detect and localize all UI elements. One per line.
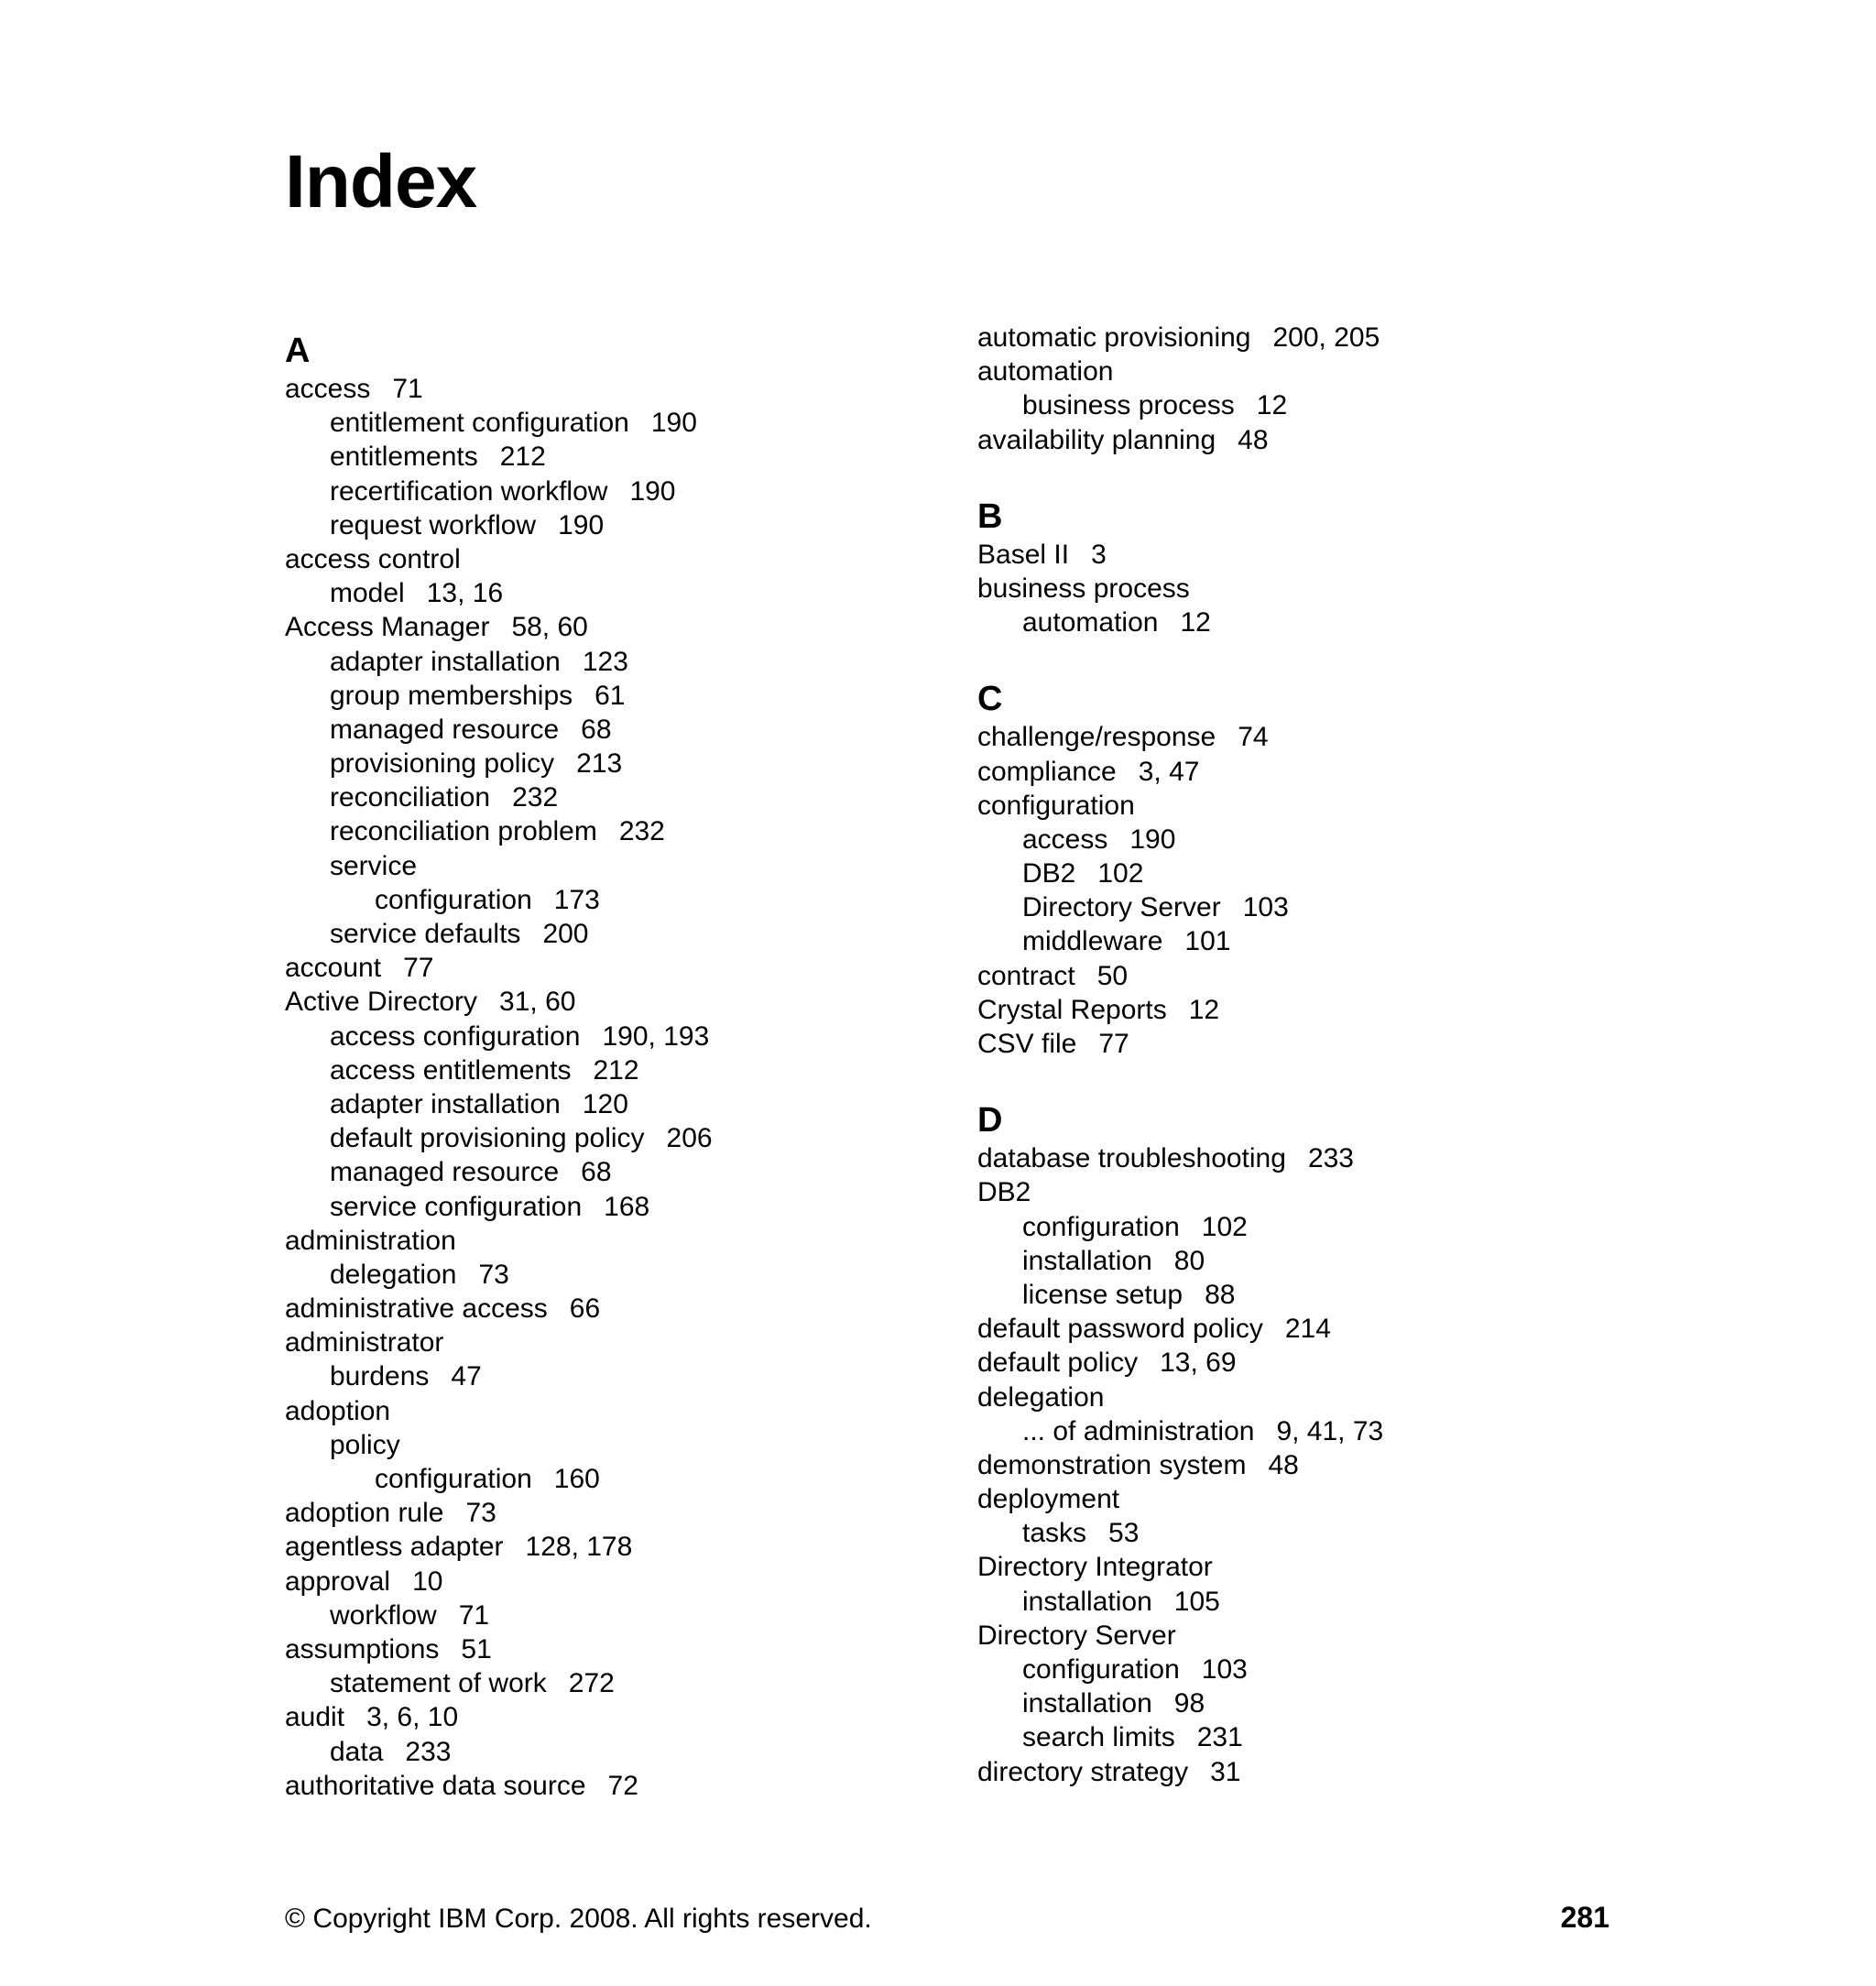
index-page-refs: 12 — [1180, 607, 1211, 638]
index-term: Directory Server — [977, 1620, 1176, 1651]
index-term: Directory Server — [1022, 892, 1221, 923]
index-entry — [285, 1292, 926, 1326]
index-entry — [285, 610, 926, 644]
index-entry — [285, 1462, 926, 1496]
index-term: installation — [1022, 1245, 1152, 1276]
index-page-refs: 103 — [1242, 892, 1289, 923]
index-entry — [977, 924, 1619, 958]
index-page-refs: 48 — [1268, 1449, 1299, 1480]
index-entry — [977, 959, 1619, 993]
index-entry — [977, 1585, 1619, 1619]
index-section-letter: B — [977, 496, 1003, 536]
index-entry — [977, 755, 1619, 789]
index-entry — [285, 1428, 926, 1462]
index-term: middleware — [1022, 926, 1163, 957]
index-page-refs: 53 — [1108, 1518, 1140, 1549]
index-page-refs: 200, 205 — [1272, 322, 1380, 353]
index-page-refs: 231 — [1196, 1722, 1243, 1753]
index-page-refs: 50 — [1096, 960, 1129, 991]
index-page-refs: 200 — [542, 919, 589, 949]
index-term: Active Directory — [285, 987, 478, 1018]
index-entry — [285, 679, 926, 713]
index-term: challenge/response — [977, 722, 1216, 753]
index-term: service defaults — [330, 919, 521, 949]
index-entry — [285, 1632, 926, 1666]
index-entry — [285, 951, 926, 985]
index-entry — [285, 1190, 926, 1224]
index-term: statement of work — [330, 1668, 547, 1699]
index-term: configuration — [1022, 1211, 1180, 1242]
index-entry — [285, 1087, 926, 1121]
index-term: automatic provisioning — [977, 322, 1251, 353]
index-page-refs: 58, 60 — [511, 612, 588, 643]
index-term: directory strategy — [977, 1756, 1189, 1787]
index-entry — [285, 1155, 926, 1189]
index-entry — [977, 789, 1619, 823]
index-entry — [285, 985, 926, 1019]
index-term: configuration — [977, 790, 1135, 821]
index-term: Basel II — [977, 539, 1070, 570]
index-page-refs: 102 — [1097, 858, 1144, 889]
index-page-refs: 212 — [593, 1054, 639, 1086]
index-term: compliance — [977, 756, 1117, 787]
index-page-refs: 72 — [607, 1770, 638, 1801]
index-page-refs: 233 — [405, 1736, 452, 1767]
index-entry — [977, 823, 1619, 857]
index-page-refs: 98 — [1173, 1688, 1205, 1719]
index-page-refs: 73 — [478, 1259, 509, 1290]
index-entry — [285, 406, 926, 440]
index-entry — [977, 1653, 1619, 1686]
index-entry — [977, 388, 1619, 422]
index-entry — [285, 849, 926, 883]
index-term: ... of administration — [1022, 1415, 1255, 1446]
index-page-refs: 272 — [568, 1668, 615, 1699]
index-entry — [285, 440, 926, 474]
index-section-letter: C — [977, 680, 1003, 719]
index-term: license setup — [1022, 1279, 1183, 1310]
index-entry — [285, 508, 926, 542]
index-page-refs: 61 — [594, 680, 626, 711]
index-term: availability planning — [977, 424, 1216, 455]
index-page-refs: 71 — [392, 374, 423, 404]
index-page-refs: 105 — [1173, 1586, 1220, 1617]
index-page-refs: 66 — [569, 1293, 601, 1325]
index-column-left — [285, 330, 926, 1803]
index-page-refs: 51 — [461, 1633, 492, 1664]
index-page-refs: 9, 41, 73 — [1276, 1415, 1384, 1446]
footer-copyright: © Copyright IBM Corp. 2008. All rights reserved. — [285, 1904, 872, 1934]
index-entry — [285, 1359, 926, 1393]
index-entry — [285, 1530, 926, 1564]
index-entry — [285, 1769, 926, 1803]
index-page-refs: 190 — [629, 475, 676, 507]
index-term: service — [330, 850, 418, 881]
index-entry — [977, 1619, 1619, 1653]
index-page-refs: 3, 47 — [1138, 756, 1200, 787]
index-term: burdens — [330, 1361, 430, 1392]
index-term: default password policy — [977, 1314, 1263, 1345]
index-page-refs: 12 — [1188, 994, 1220, 1025]
index-entry — [285, 1224, 926, 1258]
index-term: data — [330, 1736, 384, 1767]
index-entry — [977, 1516, 1619, 1550]
index-entry — [285, 917, 926, 951]
index-entry — [285, 645, 926, 679]
index-term: policy — [330, 1429, 400, 1460]
index-page-refs: 31, 60 — [499, 987, 576, 1018]
index-entry — [285, 1599, 926, 1632]
index-page-refs: 190 — [1129, 824, 1176, 855]
index-page-refs: 48 — [1238, 424, 1269, 455]
index-page-refs: 3 — [1091, 539, 1107, 570]
index-entry — [285, 1121, 926, 1155]
index-term: database troubleshooting — [977, 1143, 1286, 1174]
index-term: Directory Integrator — [977, 1552, 1213, 1583]
index-page-refs: 77 — [1098, 1029, 1129, 1059]
index-entry — [977, 1686, 1619, 1720]
index-term: recertification workflow — [330, 475, 608, 507]
index-page-refs: 74 — [1238, 722, 1269, 753]
index-term: Access Manager — [285, 612, 490, 643]
index-entry — [977, 1278, 1619, 1312]
index-page-refs: 212 — [499, 442, 546, 473]
index-entry — [977, 1210, 1619, 1244]
index-term: delegation — [330, 1259, 457, 1290]
index-entry — [977, 1346, 1619, 1380]
index-term: adapter installation — [330, 1088, 561, 1119]
index-entry — [285, 1735, 926, 1769]
index-term: request workflow — [330, 509, 537, 540]
index-group — [977, 1099, 1619, 1789]
index-page-refs: 73 — [465, 1498, 496, 1529]
index-page-refs: 10 — [412, 1566, 443, 1597]
index-page-refs: 213 — [576, 748, 623, 780]
index-term: agentless adapter — [285, 1532, 504, 1563]
index-entry — [977, 538, 1619, 572]
index-term: DB2 — [977, 1177, 1031, 1208]
index-term: deployment — [977, 1484, 1120, 1515]
index-term: delegation — [977, 1381, 1105, 1413]
index-entry — [285, 780, 926, 814]
index-entry — [977, 1550, 1619, 1584]
index-entry — [977, 1380, 1619, 1414]
index-page-refs: 13, 69 — [1160, 1348, 1237, 1379]
index-term: workflow — [330, 1599, 437, 1631]
index-term: assumptions — [285, 1633, 440, 1664]
index-term: automation — [977, 356, 1114, 387]
index-term: contract — [977, 960, 1075, 991]
index-column-right — [977, 321, 1619, 1789]
index-entry — [977, 857, 1619, 890]
index-term: audit — [285, 1702, 345, 1733]
index-entry — [977, 720, 1619, 754]
index-group — [977, 321, 1619, 457]
index-page-refs: 12 — [1256, 390, 1288, 421]
index-entry — [285, 814, 926, 848]
page-title: Index — [285, 140, 477, 224]
index-group — [285, 330, 926, 1803]
index-term: reconciliation problem — [330, 816, 597, 847]
index-page-refs: 101 — [1184, 926, 1231, 957]
index-term: adapter installation — [330, 646, 561, 677]
index-term: administrative access — [285, 1293, 548, 1325]
index-term: Crystal Reports — [977, 994, 1167, 1025]
index-entry — [285, 1394, 926, 1428]
index-term: search limits — [1022, 1722, 1175, 1753]
index-term: configuration — [1022, 1654, 1180, 1685]
index-term: group memberships — [330, 680, 573, 711]
index-entry — [977, 1141, 1619, 1175]
index-entry — [285, 1258, 926, 1292]
index-term: access — [1022, 824, 1108, 855]
index-term: account — [285, 953, 382, 984]
index-term: DB2 — [1022, 858, 1076, 889]
index-entry — [977, 1175, 1619, 1209]
footer-page-number: 281 — [1560, 1901, 1609, 1934]
index-entry — [285, 713, 926, 747]
index-group — [977, 678, 1619, 1061]
index-term: authoritative data source — [285, 1770, 586, 1801]
index-term: managed resource — [330, 1157, 560, 1188]
index-term: adoption — [285, 1395, 391, 1426]
index-entry — [977, 606, 1619, 639]
index-group — [977, 496, 1619, 640]
index-entry — [977, 1414, 1619, 1448]
index-term: access control — [285, 543, 461, 574]
index-term: entitlement configuration — [330, 408, 629, 439]
index-term: business process — [977, 573, 1190, 604]
index-entry — [285, 1020, 926, 1053]
index-entry — [977, 1027, 1619, 1061]
index-term: service configuration — [330, 1191, 583, 1222]
index-term: adoption rule — [285, 1498, 444, 1529]
index-term: reconciliation — [330, 782, 491, 813]
index-term: entitlements — [330, 442, 478, 473]
index-term: installation — [1022, 1688, 1152, 1719]
index-entry — [285, 1326, 926, 1359]
index-page-refs: 233 — [1307, 1143, 1354, 1174]
index-page-refs: 77 — [403, 953, 434, 984]
index-term: default policy — [977, 1348, 1139, 1379]
index-entry — [977, 1720, 1619, 1754]
index-term: administrator — [285, 1327, 444, 1359]
index-term: access entitlements — [330, 1054, 572, 1086]
index-entry — [285, 576, 926, 610]
index-page-refs: 80 — [1173, 1245, 1205, 1276]
index-term: administration — [285, 1225, 456, 1256]
index-page-refs: 88 — [1205, 1279, 1236, 1310]
index-entry — [977, 1312, 1619, 1346]
index-page-refs: 102 — [1201, 1211, 1248, 1242]
index-entry — [977, 1755, 1619, 1789]
index-entry — [285, 747, 926, 780]
index-page-refs: 47 — [451, 1361, 482, 1392]
index-entry — [285, 1565, 926, 1599]
index-page-refs: 173 — [553, 884, 600, 915]
index-page-refs: 128, 178 — [525, 1532, 633, 1563]
index-term: default provisioning policy — [330, 1123, 645, 1154]
index-page-refs: 31 — [1210, 1756, 1241, 1787]
index-term: access — [285, 374, 371, 404]
index-page-refs: 123 — [582, 646, 628, 677]
index-term: managed resource — [330, 714, 560, 745]
index-page-refs: 68 — [581, 714, 612, 745]
index-entry — [977, 993, 1619, 1027]
index-entry — [285, 1666, 926, 1700]
index-term: access configuration — [330, 1020, 581, 1052]
index-page-refs: 190, 193 — [602, 1020, 710, 1052]
index-page-refs: 103 — [1201, 1654, 1248, 1685]
index-section-letter: A — [285, 332, 311, 370]
index-page-refs: 168 — [604, 1191, 650, 1222]
index-term: CSV file — [977, 1029, 1077, 1059]
index-entry — [285, 883, 926, 917]
index-page-refs: 120 — [582, 1088, 628, 1119]
index-term: tasks — [1022, 1518, 1087, 1549]
index-entry — [285, 1700, 926, 1734]
index-entry — [977, 1482, 1619, 1516]
index-term: installation — [1022, 1586, 1152, 1617]
index-entry — [285, 1496, 926, 1530]
index-page-refs: 160 — [553, 1464, 600, 1494]
index-section-letter: D — [977, 1101, 1003, 1140]
index-entry — [977, 1244, 1619, 1278]
index-page-refs: 13, 16 — [426, 578, 504, 609]
index-entry — [977, 355, 1619, 388]
index-entry — [285, 372, 926, 406]
index-entry — [977, 572, 1619, 606]
index-term: demonstration system — [977, 1449, 1247, 1480]
index-entry — [977, 1448, 1619, 1482]
index-page-refs: 190 — [558, 509, 605, 540]
index-term: provisioning policy — [330, 748, 555, 780]
index-term: configuration — [375, 884, 532, 915]
index-entry — [977, 423, 1619, 457]
index-page-refs: 214 — [1284, 1314, 1331, 1345]
index-entry — [977, 890, 1619, 924]
index-term: approval — [285, 1566, 391, 1597]
index-term: configuration — [375, 1464, 532, 1494]
index-term: business process — [1022, 390, 1235, 421]
index-page-refs: 206 — [666, 1123, 713, 1154]
index-page-refs: 232 — [618, 816, 665, 847]
index-entry — [285, 475, 926, 508]
index-term: model — [330, 578, 405, 609]
index-entry — [977, 321, 1619, 355]
index-page-refs: 3, 6, 10 — [366, 1702, 459, 1733]
index-page-refs: 190 — [650, 408, 697, 439]
index-page-refs: 232 — [512, 782, 559, 813]
index-entry — [285, 542, 926, 576]
index-entry — [285, 1053, 926, 1087]
index-term: automation — [1022, 607, 1159, 638]
index-page-refs: 68 — [581, 1157, 612, 1188]
index-page-refs: 71 — [458, 1599, 490, 1631]
